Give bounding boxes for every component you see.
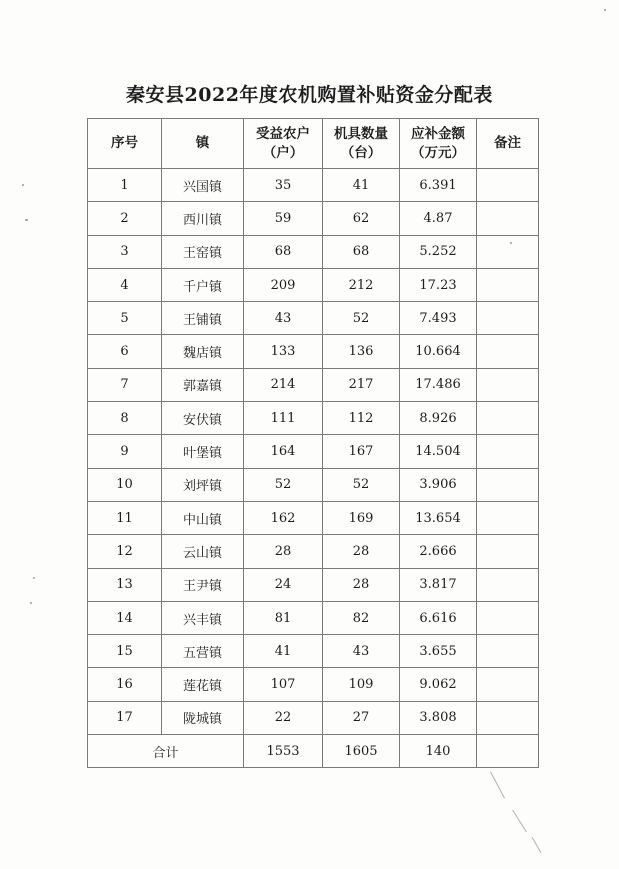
cell-machines: 41: [323, 169, 400, 202]
cell-machines: 62: [323, 202, 400, 235]
cell-town: 刘坪镇: [162, 468, 244, 501]
cell-farmers: 68: [244, 235, 323, 268]
cell-machines: 109: [323, 668, 400, 701]
cell-amount: 4.87: [400, 202, 477, 235]
cell-farmers: 164: [244, 435, 323, 468]
cell-town: 王尹镇: [162, 568, 244, 601]
cell-index: 12: [88, 535, 162, 568]
cell-amount: 14.504: [400, 435, 477, 468]
header-farmers: [244, 119, 323, 169]
scan-speck: [33, 577, 35, 579]
cell-index: 8: [88, 402, 162, 435]
subsidy-allocation-table: [87, 118, 539, 768]
cell-town: 安伏镇: [162, 402, 244, 435]
table-row: [88, 601, 539, 634]
cell-town: 云山镇: [162, 535, 244, 568]
header-town: 镇: [162, 119, 244, 169]
total-label: 合计: [88, 735, 244, 768]
scan-streak: [512, 810, 527, 833]
cell-farmers: 35: [244, 169, 323, 202]
cell-note: [477, 701, 539, 734]
cell-town: 兴丰镇: [162, 601, 244, 634]
total-farmers: 1553: [244, 735, 323, 768]
cell-town: 陇城镇: [162, 701, 244, 734]
cell-farmers: 28: [244, 535, 323, 568]
cell-note: [477, 368, 539, 401]
table-row: [88, 235, 539, 268]
scan-streak: [532, 837, 542, 853]
cell-town: 莲花镇: [162, 668, 244, 701]
table-row: [88, 535, 539, 568]
scan-speck: [25, 219, 28, 221]
cell-amount: 9.062: [400, 668, 477, 701]
cell-amount: 5.252: [400, 235, 477, 268]
cell-town: 王铺镇: [162, 302, 244, 335]
cell-note: [477, 501, 539, 534]
cell-note: [477, 568, 539, 601]
cell-machines: 52: [323, 302, 400, 335]
cell-amount: 17.486: [400, 368, 477, 401]
header-machines-line1: 机具数量: [334, 125, 388, 142]
cell-index: 5: [88, 302, 162, 335]
cell-index: 16: [88, 668, 162, 701]
table-header-row: [88, 119, 539, 169]
cell-farmers: 24: [244, 568, 323, 601]
cell-amount: 2.666: [400, 535, 477, 568]
cell-farmers: 214: [244, 368, 323, 401]
cell-index: 9: [88, 435, 162, 468]
cell-note: [477, 601, 539, 634]
header-farmers-line1: 受益农户: [256, 125, 310, 142]
cell-amount: 3.808: [400, 701, 477, 734]
cell-town: 郭嘉镇: [162, 368, 244, 401]
cell-farmers: 22: [244, 701, 323, 734]
cell-index: 13: [88, 568, 162, 601]
cell-note: [477, 268, 539, 301]
cell-index: 10: [88, 468, 162, 501]
cell-machines: 169: [323, 501, 400, 534]
cell-machines: 136: [323, 335, 400, 368]
cell-index: 6: [88, 335, 162, 368]
cell-index: 4: [88, 268, 162, 301]
cell-index: 2: [88, 202, 162, 235]
document-title: 秦安县2022年度农机购置补贴资金分配表: [126, 84, 493, 106]
table-row: [88, 568, 539, 601]
cell-amount: 10.664: [400, 335, 477, 368]
cell-town: 魏店镇: [162, 335, 244, 368]
cell-index: 11: [88, 501, 162, 534]
table-row: [88, 501, 539, 534]
cell-note: [477, 635, 539, 668]
cell-farmers: 41: [244, 635, 323, 668]
cell-town: 千户镇: [162, 268, 244, 301]
scan-speck: [22, 184, 24, 186]
cell-index: 17: [88, 701, 162, 734]
header-amount-line1: 应补金额: [411, 125, 465, 142]
cell-note: [477, 335, 539, 368]
cell-town: 五营镇: [162, 635, 244, 668]
cell-town: 叶堡镇: [162, 435, 244, 468]
scan-speck: [604, 9, 606, 11]
table-row: [88, 302, 539, 335]
cell-amount: 6.391: [400, 169, 477, 202]
total-amount: 140: [400, 735, 477, 768]
header-farmers-line2: （户）: [262, 144, 304, 161]
table-row: [88, 202, 539, 235]
cell-town: 兴国镇: [162, 169, 244, 202]
cell-amount: 3.906: [400, 468, 477, 501]
table-row: [88, 268, 539, 301]
table-row: [88, 368, 539, 401]
cell-amount: 7.493: [400, 302, 477, 335]
cell-machines: 28: [323, 535, 400, 568]
scan-streak: [490, 772, 505, 799]
cell-amount: 3.655: [400, 635, 477, 668]
cell-index: 15: [88, 635, 162, 668]
cell-amount: 8.926: [400, 402, 477, 435]
cell-farmers: 209: [244, 268, 323, 301]
cell-farmers: 43: [244, 302, 323, 335]
table-row: [88, 668, 539, 701]
table-row: [88, 435, 539, 468]
cell-town: 中山镇: [162, 501, 244, 534]
cell-town: 王窑镇: [162, 235, 244, 268]
cell-farmers: 59: [244, 202, 323, 235]
cell-amount: 3.817: [400, 568, 477, 601]
cell-farmers: 111: [244, 402, 323, 435]
cell-machines: 43: [323, 635, 400, 668]
total-note: [477, 735, 539, 768]
header-machines: [323, 119, 400, 169]
scan-speck: [510, 242, 512, 244]
header-note: 备注: [477, 119, 539, 169]
cell-machines: 52: [323, 468, 400, 501]
cell-machines: 68: [323, 235, 400, 268]
cell-note: [477, 402, 539, 435]
table-row: [88, 635, 539, 668]
cell-note: [477, 668, 539, 701]
cell-note: [477, 235, 539, 268]
cell-index: 3: [88, 235, 162, 268]
cell-amount: 13.654: [400, 501, 477, 534]
table-total-row: [88, 735, 539, 768]
cell-note: [477, 435, 539, 468]
cell-machines: 82: [323, 601, 400, 634]
cell-machines: 167: [323, 435, 400, 468]
cell-machines: 27: [323, 701, 400, 734]
header-index: 序号: [88, 119, 162, 169]
total-machines: 1605: [323, 735, 400, 768]
cell-machines: 217: [323, 368, 400, 401]
cell-machines: 212: [323, 268, 400, 301]
cell-amount: 17.23: [400, 268, 477, 301]
table-row: [88, 701, 539, 734]
cell-farmers: 52: [244, 468, 323, 501]
scan-speck: [30, 602, 32, 604]
cell-note: [477, 468, 539, 501]
cell-index: 7: [88, 368, 162, 401]
table-row: [88, 169, 539, 202]
cell-farmers: 107: [244, 668, 323, 701]
cell-amount: 6.616: [400, 601, 477, 634]
table-row: [88, 468, 539, 501]
table-row: [88, 335, 539, 368]
table-row: [88, 402, 539, 435]
cell-note: [477, 535, 539, 568]
cell-town: 西川镇: [162, 202, 244, 235]
cell-index: 1: [88, 169, 162, 202]
cell-farmers: 81: [244, 601, 323, 634]
header-amount-line2: （万元）: [411, 144, 465, 161]
cell-note: [477, 302, 539, 335]
cell-farmers: 133: [244, 335, 323, 368]
cell-machines: 28: [323, 568, 400, 601]
cell-note: [477, 202, 539, 235]
cell-farmers: 162: [244, 501, 323, 534]
header-amount: [400, 119, 477, 169]
cell-index: 14: [88, 601, 162, 634]
cell-machines: 112: [323, 402, 400, 435]
cell-note: [477, 169, 539, 202]
header-machines-line2: （台）: [340, 144, 382, 161]
